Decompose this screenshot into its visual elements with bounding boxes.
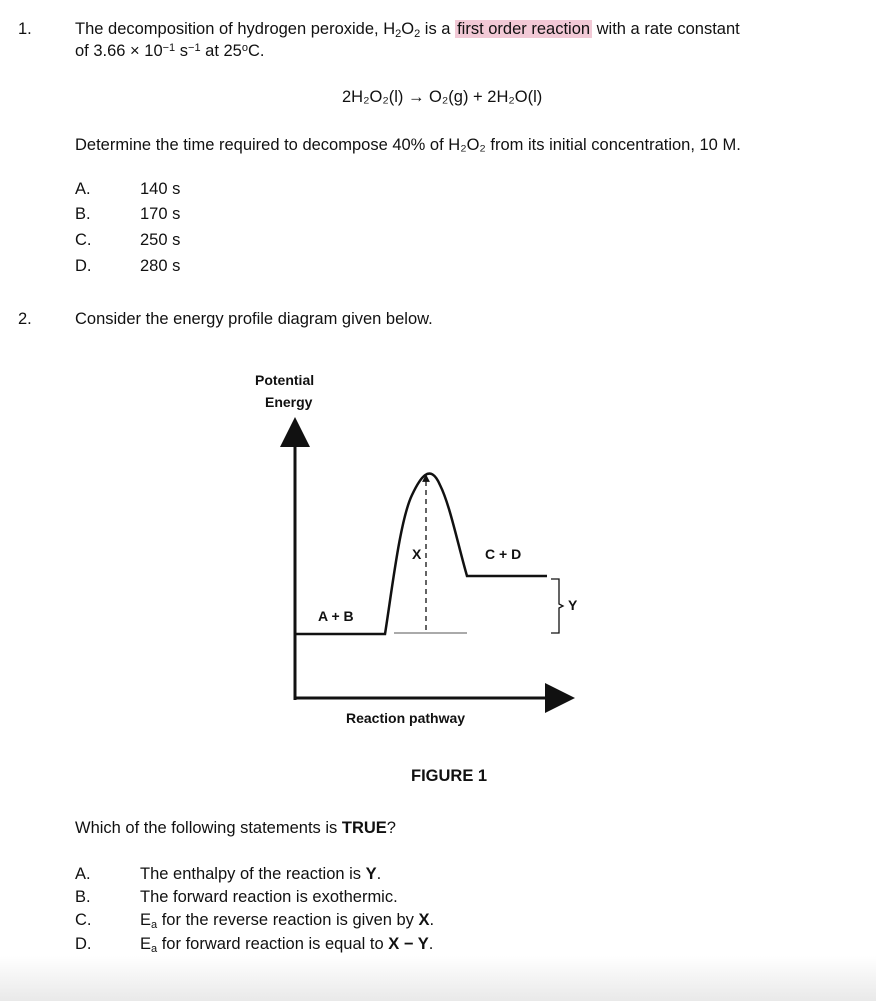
y-axis-label: Energy xyxy=(265,394,313,410)
q1-text: with a rate constant xyxy=(592,20,740,38)
x-label: X xyxy=(412,546,422,562)
option-text: 250 s xyxy=(140,231,181,249)
q2-text: ? xyxy=(386,819,396,837)
q2-text: . xyxy=(376,865,382,883)
q2-text: E xyxy=(140,911,152,929)
q2-bold: TRUE xyxy=(341,819,387,837)
q2-bold: Y xyxy=(365,865,377,883)
q1-text: The decomposition of hydrogen peroxide, xyxy=(75,20,384,38)
q2-question xyxy=(75,819,396,838)
y-axis-label: Potential xyxy=(255,372,315,388)
q1-line1: The decomposition of hydrogen peroxide, $H_2O_2$ is a first order reaction with a rate constant xyxy=(75,20,740,40)
y-label: Y xyxy=(568,597,578,613)
subscript: a xyxy=(151,943,158,955)
q2-text: for the reverse reaction is given by xyxy=(157,911,419,929)
q2-intro: Consider the energy profile diagram given below. xyxy=(75,310,433,328)
q2-text: for forward reaction is equal to xyxy=(157,935,389,953)
option-letter: B. xyxy=(75,205,91,223)
option-text: 170 s xyxy=(140,205,181,223)
q1-text: of 3.66 × 10 xyxy=(75,42,163,60)
q1-text: at 25 xyxy=(200,42,242,60)
q2-text: . xyxy=(429,911,435,929)
option-text: 280 s xyxy=(140,257,181,275)
q2-bold: X − Y xyxy=(388,935,429,953)
option-letter: C. xyxy=(75,911,92,929)
option-letter: A. xyxy=(75,180,91,198)
option-letter: B. xyxy=(75,888,91,906)
bottom-fade xyxy=(0,956,876,1001)
q1-text: s xyxy=(175,42,189,60)
q2-text: Which of the following statements is xyxy=(75,819,342,837)
q1-text: C. xyxy=(247,42,265,60)
reactants-label: A + B xyxy=(318,608,354,624)
q1-text: is a xyxy=(420,20,456,38)
products-label: C + D xyxy=(485,546,522,562)
q1-prompt: Determine the time required to decompose 40% of H₂O₂ from its initial concentration, 10 M. xyxy=(75,136,741,154)
x-axis-label: Reaction pathway xyxy=(346,710,466,726)
q2-number: 2. xyxy=(18,310,32,328)
y-bracket xyxy=(551,579,563,633)
option-text xyxy=(140,935,433,954)
option-letter: C. xyxy=(75,231,92,249)
option-text xyxy=(140,865,381,884)
q2-text: The enthalpy of the reaction is xyxy=(140,865,366,883)
option-letter: D. xyxy=(75,257,92,275)
q1-number: 1. xyxy=(18,20,32,38)
option-letter: A. xyxy=(75,865,91,883)
equation: 2H₂O₂(l) → O₂(g) + 2H₂O(l) xyxy=(342,88,543,106)
option-text: 140 s xyxy=(140,180,181,198)
q2-text: . xyxy=(428,935,434,953)
q2-bold: X xyxy=(418,911,430,929)
degree: o xyxy=(241,42,248,54)
figure-caption: FIGURE 1 xyxy=(411,767,488,785)
subscript: a xyxy=(151,919,158,931)
option-text: The forward reaction is exothermic. xyxy=(140,888,398,906)
q2-text: E xyxy=(140,935,152,953)
highlight: first order reaction xyxy=(457,20,591,38)
exponent: −1 xyxy=(162,42,176,54)
option-letter: D. xyxy=(75,935,92,953)
option-text xyxy=(140,911,434,930)
exponent: −1 xyxy=(188,42,201,54)
